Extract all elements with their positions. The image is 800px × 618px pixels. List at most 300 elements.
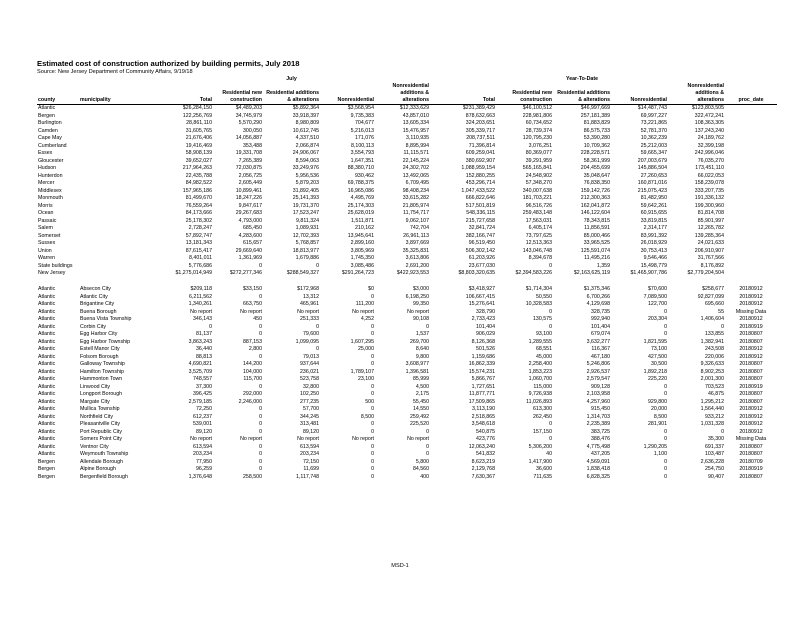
table-cell: 262,450 [533, 413, 552, 420]
table-cell: Atlantic [38, 338, 56, 345]
table-cell: 742,704 [410, 225, 429, 232]
table-cell: $46,997,669 [580, 105, 610, 112]
source-note: Source: New Jersey Department of Community Affairs, 9/19/18 [37, 69, 193, 75]
table-cell: 1,060,700 [528, 376, 552, 383]
table-cell: 14,550 [412, 406, 429, 413]
table-cell: 0 [549, 262, 552, 269]
county-row [37, 135, 777, 143]
table-cell: 0 [371, 473, 374, 480]
table-cell: Bergenfield Borough [80, 473, 128, 480]
table-cell: 15,498,779 [640, 262, 667, 269]
table-cell [79, 120, 155, 128]
table-cell: 203,234 [300, 451, 319, 458]
table-cell: 613,594 [193, 443, 212, 450]
table-cell: 11,495,216 [584, 255, 610, 262]
col-header-july-nonres: Nonresidential [320, 83, 375, 105]
table-cell: 9,062,107 [405, 217, 429, 224]
table-cell: 203,234 [193, 451, 212, 458]
table-cell: 33,615,282 [402, 195, 429, 202]
table-cell: 13,605,334 [402, 120, 429, 127]
table-cell: 328,790 [476, 308, 495, 315]
report-title: Estimated cost of construction authorized by building permits, July 2018 [37, 59, 300, 68]
table-cell: 0 [664, 383, 667, 390]
table-cell: 20180912 [739, 346, 763, 353]
county-row [37, 203, 777, 211]
county-summary-section [37, 105, 777, 278]
table-cell [79, 135, 155, 143]
table-cell: 0 [371, 428, 374, 435]
table-cell: New Jersey [38, 270, 66, 277]
table-cell: 73,100 [650, 346, 667, 353]
table-cell: 12,513,363 [525, 240, 552, 247]
table-cell: 2,246,000 [238, 398, 262, 405]
table-cell: 254,750 [705, 466, 724, 473]
table-cell: 39,291,959 [525, 157, 552, 164]
table-cell: Gloucester [38, 157, 64, 164]
table-cell: Bergen [38, 466, 55, 473]
municipality-row [37, 414, 777, 422]
table-cell [79, 218, 155, 226]
table-cell: 23,100 [357, 376, 374, 383]
table-cell: 20180912 [739, 301, 763, 308]
table-cell: Buena Vista Township [80, 316, 132, 323]
table-cell: Atlantic [38, 421, 56, 428]
table-cell: 4,252 [360, 316, 374, 323]
table-cell: Atlantic [38, 451, 56, 458]
table-cell: 225,520 [410, 421, 429, 428]
table-cell: $3,000 [412, 286, 429, 293]
table-cell: Port Republic City [80, 428, 123, 435]
table-cell: 93,100 [535, 331, 552, 338]
table-cell: 61,203,926 [468, 255, 495, 262]
table-cell: $14,487,743 [637, 105, 667, 112]
table-cell: 111,200 [355, 301, 374, 308]
table-cell: 1,853,223 [528, 368, 552, 375]
table-cell: 79,013 [302, 353, 319, 360]
table-cell: 3,863,243 [188, 338, 212, 345]
table-cell: 300,050 [243, 127, 262, 134]
table-cell: 115,700 [243, 376, 262, 383]
table-cell: 4,500 [415, 383, 429, 390]
table-cell: 2,056,725 [238, 172, 262, 179]
table-cell: 157,150 [533, 428, 552, 435]
table-cell: 305,339,717 [465, 127, 495, 134]
table-cell: 31,892,405 [292, 187, 319, 194]
table-cell [79, 128, 155, 136]
table-cell: 2,518,865 [471, 413, 495, 420]
table-cell: 20180912 [739, 428, 763, 435]
table-cell: 4,337,510 [295, 135, 319, 142]
table-cell: 8,980,809 [295, 120, 319, 127]
col-header-proc-date: proc_date [725, 83, 777, 105]
table-cell: $3,568,954 [347, 105, 374, 112]
table-cell: 160,871,016 [637, 180, 667, 187]
table-cell: 242,996,046 [694, 150, 724, 157]
county-row [37, 263, 777, 271]
table-cell: 0 [664, 331, 667, 338]
table-cell: $70,600 [648, 286, 667, 293]
table-cell: 1,417,900 [528, 458, 552, 465]
table-cell: $209,118 [190, 286, 212, 293]
municipality-row [37, 474, 777, 482]
table-cell: Corbin City [80, 323, 106, 330]
table-cell: 313,481 [300, 421, 319, 428]
table-cell: 1,117,748 [296, 473, 319, 480]
table-cell: 104,000 [243, 368, 262, 375]
table-cell: 84,560 [412, 466, 429, 473]
table-cell [79, 248, 155, 256]
table-cell: 1,099,095 [295, 338, 319, 345]
table-cell: 72,030,875 [235, 165, 262, 172]
table-cell: Sussex [38, 240, 56, 247]
table-cell: 85,999 [412, 376, 429, 383]
municipality-row [37, 331, 777, 339]
table-cell: 120,795,230 [522, 135, 552, 142]
table-cell: 69,788,375 [347, 180, 374, 187]
table-cell: 277,235 [300, 398, 319, 405]
table-cell: 992,940 [591, 316, 610, 323]
table-cell: Middlesex [38, 187, 62, 194]
table-cell: 1,089,931 [295, 225, 319, 232]
municipality-row [37, 376, 777, 384]
county-row [37, 270, 777, 278]
table-cell: 9,326,633 [700, 361, 724, 368]
table-cell: 0 [664, 473, 667, 480]
table-cell: 1,088,959,154 [461, 165, 495, 172]
table-cell: Somerset [38, 232, 61, 239]
table-cell: 60,915,655 [640, 210, 667, 217]
table-cell: 215,075,423 [637, 187, 667, 194]
table-cell: 0 [316, 262, 319, 269]
group-header-row [37, 76, 777, 83]
table-cell: Atlantic [38, 413, 56, 420]
table-cell: 19,416,469 [185, 142, 212, 149]
table-cell: Missing Data [735, 436, 767, 443]
table-cell: 106,667,415 [465, 293, 495, 300]
table-cell: 0 [259, 353, 262, 360]
table-cell: Cumberland [38, 142, 67, 149]
table-cell: 3,085,486 [350, 262, 374, 269]
table-cell [725, 105, 777, 113]
table-cell: 548,336,115 [466, 210, 495, 217]
table-cell [79, 225, 155, 233]
table-cell: 0 [721, 428, 724, 435]
table-cell: 72,250 [195, 406, 212, 413]
table-cell: 666,822,646 [465, 195, 495, 202]
table-cell: 324,203,651 [465, 120, 495, 127]
table-cell: 0 [259, 451, 262, 458]
table-cell: 66,022,053 [697, 172, 724, 179]
table-cell: 203,304 [648, 316, 667, 323]
county-row [37, 240, 777, 248]
table-cell: 19,331,708 [235, 150, 262, 157]
table-cell: 144,200 [243, 361, 262, 368]
table-cell: 259,492 [410, 413, 429, 420]
table-cell: 1,892,218 [643, 368, 667, 375]
table-cell: 0 [664, 391, 667, 398]
county-row [37, 143, 777, 151]
table-cell: 19,731,370 [292, 202, 319, 209]
table-cell: 145,886,504 [637, 165, 667, 172]
table-cell: 1,314,703 [586, 413, 610, 420]
table-cell: 20180709 [739, 458, 763, 465]
table-cell [79, 270, 155, 278]
table-cell: 157,965,186 [182, 187, 212, 194]
table-cell [79, 113, 155, 121]
table-cell: 20180807 [739, 376, 763, 383]
table-cell: 40 [546, 451, 552, 458]
table-cell: 22,145,224 [402, 157, 429, 164]
table-cell: 8,594,063 [295, 157, 319, 164]
table-cell: 0 [721, 323, 724, 330]
table-cell: 133,855 [705, 331, 724, 338]
table-cell: 90,108 [412, 316, 429, 323]
table-cell: 915,450 [591, 406, 610, 413]
table-cell: 13,181,343 [185, 240, 212, 247]
table-cell: 539,001 [193, 421, 212, 428]
table-cell [79, 165, 155, 173]
table-cell: Longport Borough [80, 391, 123, 398]
table-cell: 20180807 [739, 443, 763, 450]
table-cell: $258,677 [702, 286, 724, 293]
table-cell: $4,489,203 [235, 105, 262, 112]
municipality-row [37, 361, 777, 369]
municipality-row [37, 346, 777, 354]
table-cell: $291,264,723 [341, 270, 374, 277]
table-cell: 181,703,221 [522, 195, 552, 202]
table-cell: 12,265,782 [697, 225, 724, 232]
table-cell: 84,173,666 [185, 210, 212, 217]
table-cell: 26,018,929 [640, 240, 667, 247]
table-cell: No report [240, 308, 262, 315]
table-cell: 3,608,977 [405, 361, 429, 368]
table-cell: 8,394,678 [528, 255, 552, 262]
table-cell: 0 [371, 383, 374, 390]
table-cell: 1,382,941 [700, 338, 724, 345]
municipality-row [37, 436, 777, 444]
table-cell: 115,000 [533, 383, 552, 390]
table-cell: 0 [426, 428, 429, 435]
table-cell: 7,265,389 [238, 157, 262, 164]
table-cell: 0 [549, 436, 552, 443]
table-cell: $5,892,364 [292, 105, 319, 112]
table-cell [79, 255, 155, 263]
table-cell: 76,035,270 [697, 157, 724, 164]
table-cell: 328,735 [591, 308, 610, 315]
table-cell: Atlantic [38, 286, 56, 293]
table-cell: 259,483,148 [522, 210, 552, 217]
table-cell: 615,657 [243, 240, 262, 247]
table-cell [725, 120, 777, 128]
table-cell [725, 233, 777, 241]
table-cell: 24,189,762 [697, 135, 724, 142]
table-cell: 80,369,077 [525, 150, 552, 157]
table-cell [725, 203, 777, 211]
table-cell: 0 [209, 323, 212, 330]
table-cell: 5,306,200 [528, 443, 552, 450]
municipality-row [37, 301, 777, 309]
col-header-ytd-nonres-alt: Nonresidential additions & alterations [668, 83, 725, 105]
table-cell: Union [38, 247, 52, 254]
table-cell: 20180912 [739, 353, 763, 360]
table-cell: $8,803,320,635 [458, 270, 495, 277]
table-cell: 137,243,240 [694, 127, 724, 134]
table-cell: 162,041,872 [580, 202, 610, 209]
municipality-row [37, 309, 777, 317]
table-cell [725, 218, 777, 226]
table-cell: 6,211,562 [189, 293, 212, 300]
table-cell: Mercer [38, 180, 55, 187]
table-cell: 2,579,547 [586, 376, 610, 383]
table-cell: 8,100,113 [351, 142, 374, 149]
table-cell: 0 [371, 466, 374, 473]
table-cell: 0 [664, 428, 667, 435]
table-cell: Atlantic [38, 293, 56, 300]
table-cell [725, 248, 777, 256]
col-header-ytd-total: Total [430, 83, 496, 105]
table-cell: 4,129,698 [586, 301, 610, 308]
table-cell: 20180919 [739, 466, 763, 473]
table-cell: 906,029 [476, 331, 495, 338]
col-header-july-res-alt: Residential additions & alterations [263, 83, 320, 105]
table-cell: 23,677,030 [468, 262, 495, 269]
table-cell: $272,277,346 [229, 270, 262, 277]
table-cell: 258,500 [243, 473, 262, 480]
table-cell [725, 180, 777, 188]
table-cell: 52,781,370 [640, 127, 667, 134]
table-cell: 21,676,406 [185, 135, 212, 142]
table-cell: Atlantic [38, 105, 56, 112]
county-row [37, 173, 777, 181]
table-cell: 57,348,270 [525, 180, 552, 187]
table-cell: 24,302,702 [402, 165, 429, 172]
table-cell: 25,141,393 [292, 195, 319, 202]
table-cell: $26,284,150 [182, 105, 212, 112]
table-cell: 506,302,142 [465, 247, 495, 254]
table-cell: 207,003,679 [637, 157, 667, 164]
table-cell: 76,559,264 [185, 202, 212, 209]
table-cell: 609,259,041 [465, 150, 495, 157]
table-cell: 12,702,393 [292, 232, 319, 239]
table-cell: State buildings [38, 262, 73, 269]
table-cell: $1,465,907,786 [630, 270, 667, 277]
table-cell: 2,175 [415, 391, 429, 398]
table-cell: 2,691,200 [405, 262, 429, 269]
table-cell: 1,647,351 [350, 157, 374, 164]
table-cell: 27,260,653 [640, 172, 667, 179]
table-cell: 937,644 [300, 361, 319, 368]
table-cell: 565,165,841 [522, 165, 552, 172]
table-cell: 0 [664, 466, 667, 473]
table-cell: 60,734,652 [525, 120, 552, 127]
table-cell: 450 [253, 316, 262, 323]
table-cell: 5,570,290 [238, 120, 262, 127]
table-cell: 1,290,205 [643, 443, 667, 450]
table-cell: 59,642,261 [640, 202, 667, 209]
table-cell [725, 270, 777, 278]
county-row [37, 255, 777, 263]
table-cell: Galloway Township [80, 361, 125, 368]
table-cell: Estell Manor City [80, 346, 120, 353]
table-cell: 0 [549, 308, 552, 315]
table-cell: 679,074 [591, 331, 610, 338]
table-cell: 383,725 [591, 428, 610, 435]
table-cell: 98,408,234 [402, 187, 429, 194]
table-cell [79, 195, 155, 203]
table-cell: 81,499,670 [185, 195, 212, 202]
table-cell: 146,122,604 [580, 210, 610, 217]
table-cell: $123,803,505 [691, 105, 724, 112]
table-cell: 0 [259, 406, 262, 413]
table-cell: 103,487 [705, 451, 724, 458]
table-cell: 24,548,902 [525, 172, 552, 179]
table-cell: 45,000 [535, 353, 552, 360]
table-cell: 2,066,874 [295, 142, 319, 149]
table-cell: 73,221,865 [640, 120, 667, 127]
table-cell: Alpine Borough [80, 466, 116, 473]
table-cell: 204,455,699 [580, 165, 610, 172]
table-cell: 1,047,433,522 [461, 187, 495, 194]
table-cell: 68,551 [535, 346, 552, 353]
municipality-row [37, 406, 777, 414]
table-cell: 20180807 [739, 361, 763, 368]
county-row [37, 120, 777, 128]
table-cell: Hamilton Township [80, 368, 124, 375]
table-cell: Bergen [38, 112, 55, 119]
table-cell: 18,813,977 [292, 247, 319, 254]
table-cell: $172,968 [297, 286, 319, 293]
table-cell: 16,965,086 [347, 187, 374, 194]
table-cell: 909,128 [591, 383, 610, 390]
table-cell: 1,838,418 [586, 466, 610, 473]
table-cell: 25,628,019 [347, 210, 374, 217]
table-cell: 340,007,638 [522, 187, 552, 194]
municipality-row [37, 459, 777, 467]
table-cell: 929,800 [648, 398, 667, 405]
table-cell: 4,775,498 [586, 443, 610, 450]
table-cell: 8,176,892 [700, 262, 724, 269]
table-cell: Burlington [38, 120, 62, 127]
table-cell: 116,367 [591, 346, 610, 353]
table-cell: 50,550 [535, 293, 552, 300]
table-cell: $0 [368, 286, 374, 293]
table-cell: 13,492,065 [402, 172, 429, 179]
table-cell: 1,727,651 [471, 383, 495, 390]
table-cell: Margate City [80, 398, 110, 405]
table-cell: 2,103,958 [586, 391, 610, 398]
table-cell: 87,615,417 [185, 247, 212, 254]
col-header-ytd-res-alt: Residential additions & alterations [553, 83, 611, 105]
table-cell: 15,276,641 [468, 301, 495, 308]
table-cell: 20,000 [650, 406, 667, 413]
table-cell: 71,396,814 [468, 142, 495, 149]
table-cell: 32,800 [302, 383, 319, 390]
table-cell: 99,350 [412, 301, 429, 308]
table-cell: 9,847,617 [238, 202, 262, 209]
table-cell: 20180807 [739, 473, 763, 480]
table-cell: 704,677 [355, 120, 374, 127]
table-cell [725, 195, 777, 203]
table-cell: 4,283,600 [238, 232, 262, 239]
table-cell: 0 [549, 323, 552, 330]
table-cell: 55 [718, 308, 724, 315]
table-cell [725, 210, 777, 218]
table-cell: 13,312 [302, 293, 319, 300]
table-cell: 322,472,241 [694, 112, 724, 119]
table-cell: 0 [371, 331, 374, 338]
table-cell: Atlantic [38, 308, 56, 315]
table-cell: 1,406,604 [700, 316, 724, 323]
